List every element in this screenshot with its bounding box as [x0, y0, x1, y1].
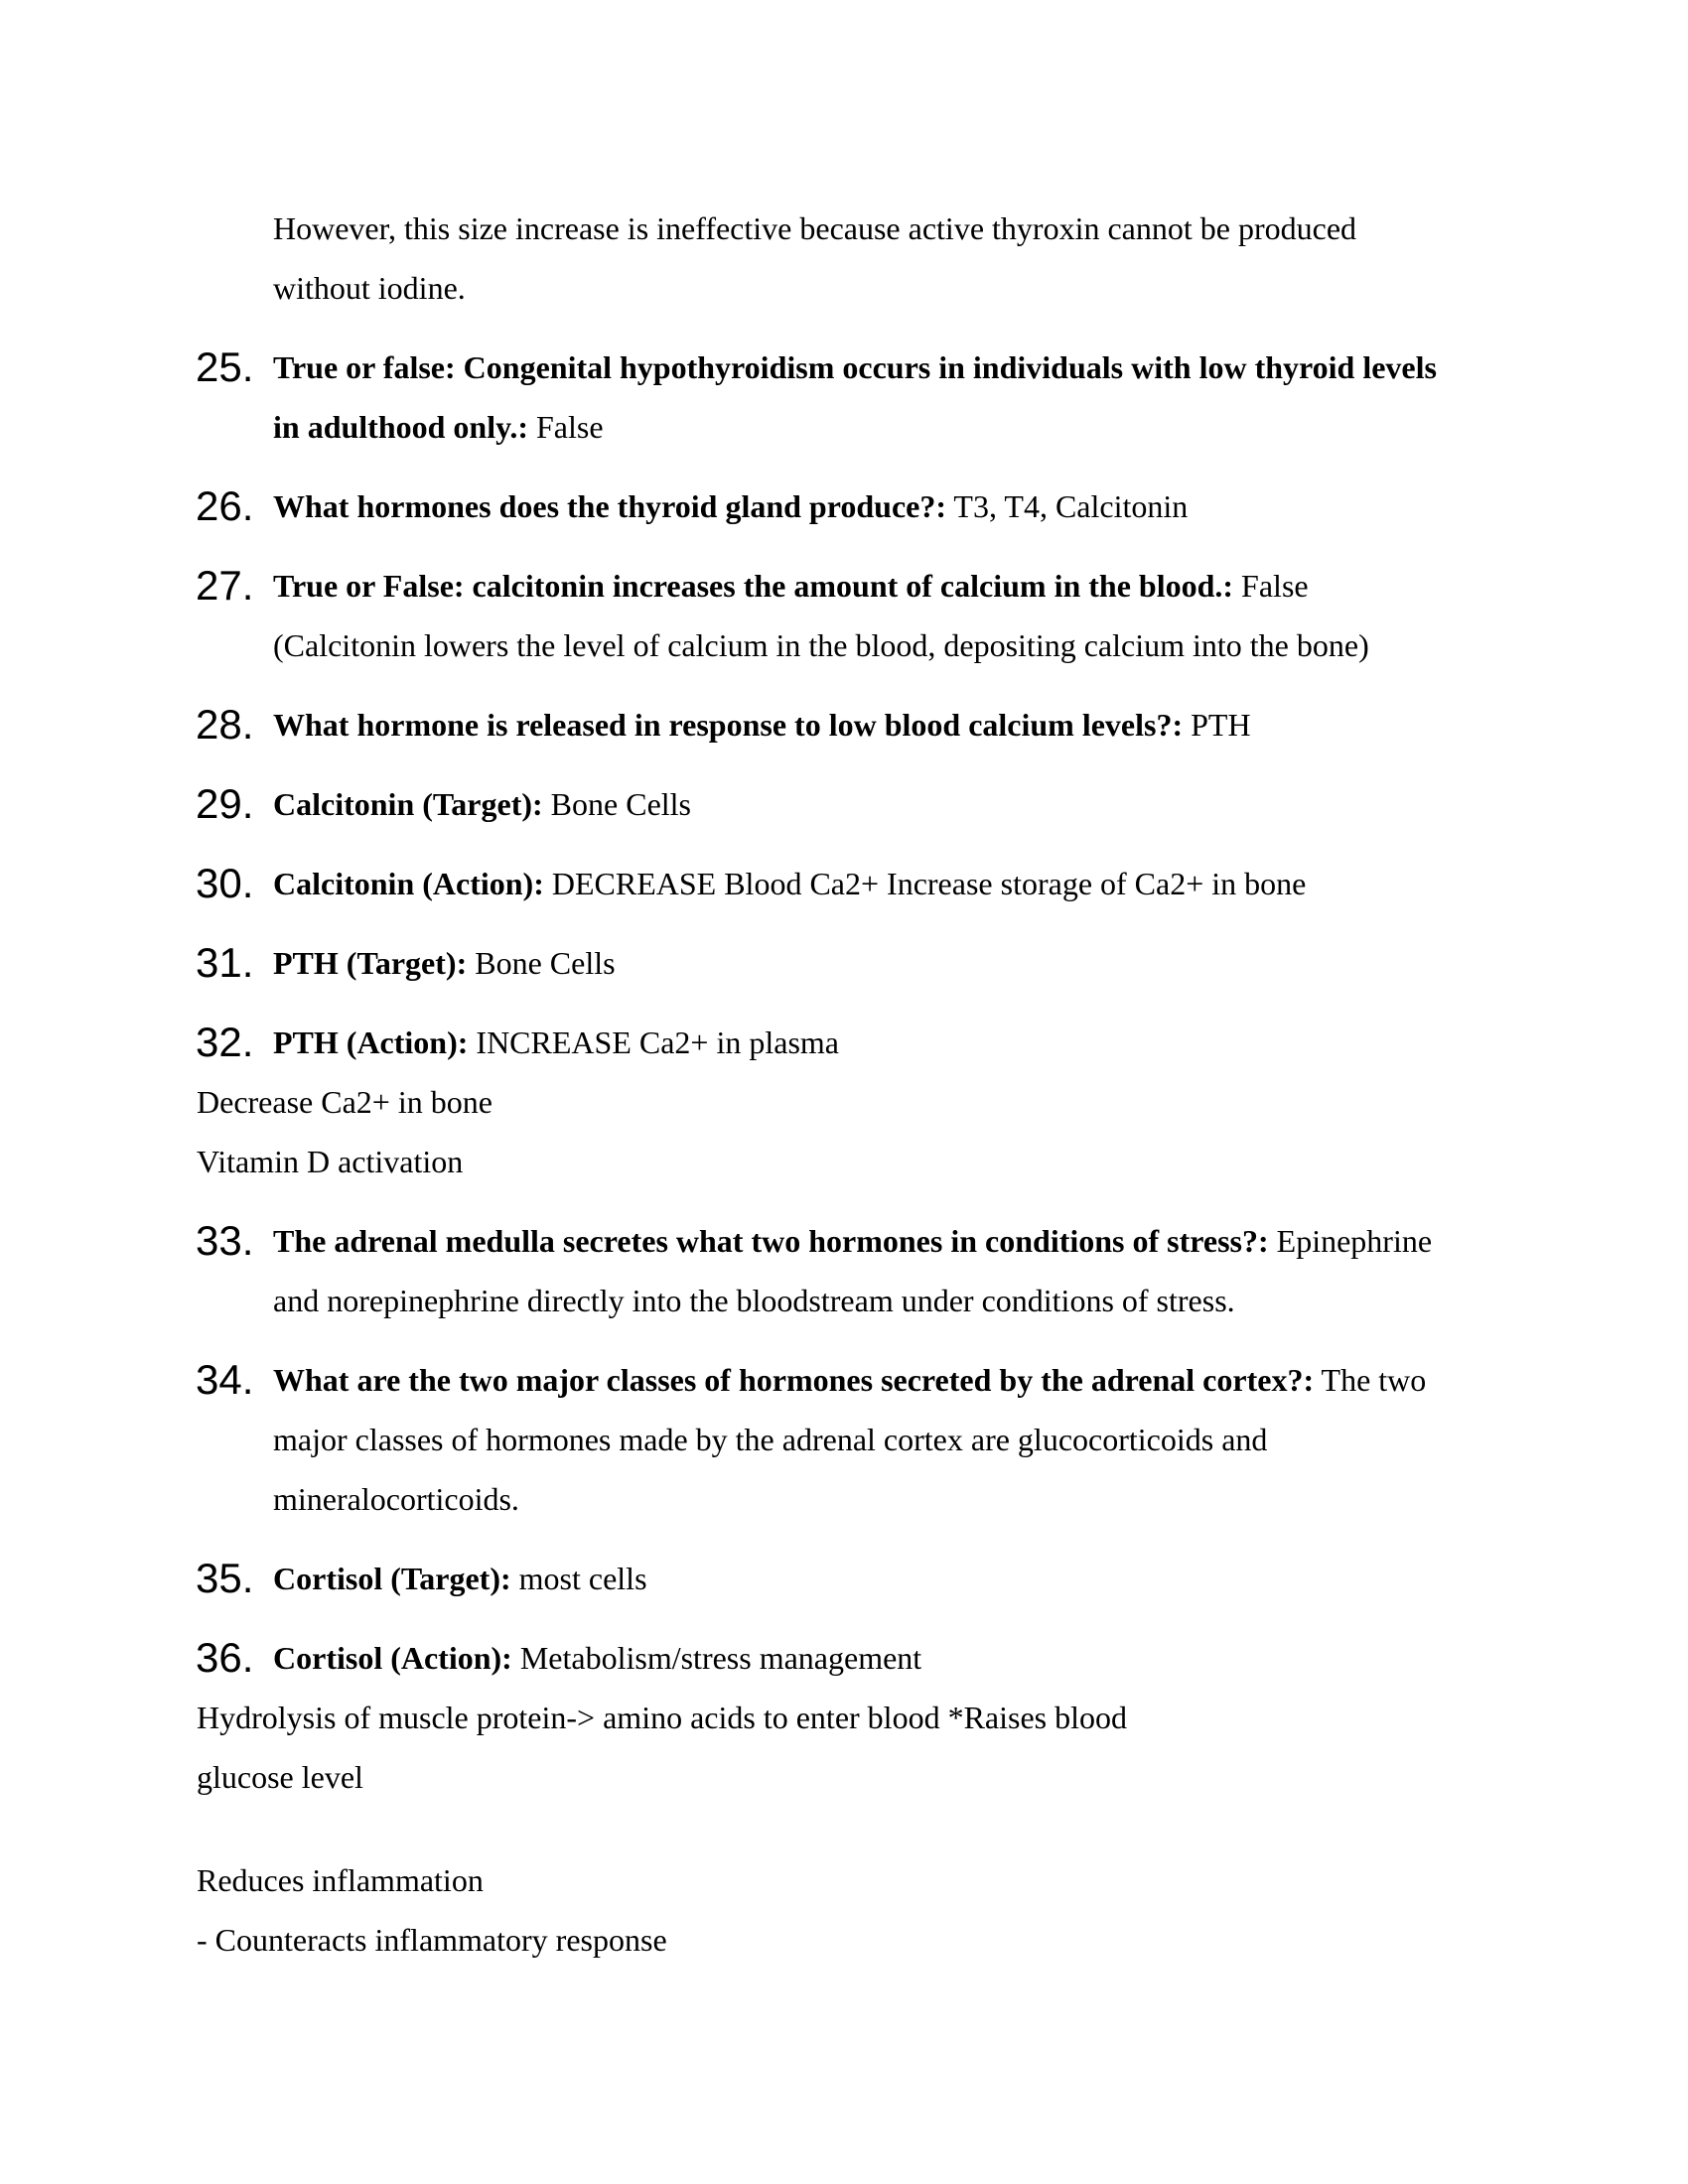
question-text: What are the two major classes of hormones secreted by the adrenal cortex?: — [273, 1362, 1315, 1398]
text-line — [273, 774, 1688, 834]
item-text — [273, 854, 1688, 913]
text-line — [273, 1410, 1688, 1469]
item-text — [273, 774, 1688, 834]
item-number: 28. — [196, 701, 254, 748]
item-number: 33. — [196, 1217, 254, 1264]
paragraph-text: Vitamin D activation — [197, 1144, 464, 1179]
paragraph-text: However, this size increase is ineffective because active thyroxin cannot be produced — [273, 210, 1357, 246]
text-line — [273, 397, 1688, 457]
item-text — [273, 556, 1688, 675]
paragraph-text: - Counteracts inflammatory response — [197, 1922, 667, 1958]
paragraph-text: glucose level — [197, 1759, 363, 1795]
question-text: Calcitonin (Target): — [273, 786, 543, 822]
list-item-36 — [0, 1628, 1688, 1688]
answer-text: The two — [1314, 1362, 1427, 1398]
question-text: PTH (Target): — [273, 945, 468, 981]
item-number: 35. — [196, 1555, 254, 1601]
text-line — [273, 338, 1688, 397]
list-item-35 — [0, 1549, 1688, 1608]
list-item-29 — [0, 774, 1688, 834]
answer-text: and norepinephrine directly into the bloodstream under conditions of stress. — [273, 1283, 1235, 1318]
answer-text: (Calcitonin lowers the level of calcium in the blood, depositing calcium into the bone) — [273, 627, 1369, 663]
item-text — [273, 695, 1688, 754]
item-text — [273, 1013, 1688, 1072]
item-number: 27. — [196, 562, 254, 609]
paragraph — [197, 1688, 1688, 1747]
answer-text: INCREASE Ca2+ in plasma — [468, 1024, 839, 1060]
item-number: 29. — [196, 780, 254, 827]
text-line — [197, 1747, 1688, 1807]
text-line — [273, 1549, 1688, 1608]
question-text: True or false: Congenital hypothyroidism occurs in individuals with low thyroid levels — [273, 349, 1437, 385]
paragraph-text: without iodine. — [273, 270, 466, 306]
text-line — [273, 199, 1688, 258]
question-text: True or False: calcitonin increases the amount of calcium in the blood.: — [273, 568, 1234, 604]
list-item-32 — [0, 1013, 1688, 1072]
text-line — [197, 1688, 1688, 1747]
paragraph — [197, 1747, 1688, 1807]
text-line — [273, 695, 1688, 754]
paragraph-text: Hydrolysis of muscle protein-> amino acids to enter blood *Raises blood — [197, 1700, 1127, 1735]
answer-text: DECREASE Blood Ca2+ Increase storage of Ca2+ in bone — [543, 866, 1307, 901]
text-line — [273, 258, 1688, 318]
paragraph — [197, 1132, 1688, 1191]
text-line — [197, 1072, 1688, 1132]
list-item-30 — [0, 854, 1688, 913]
answer-text: major classes of hormones made by the adrenal cortex are glucocorticoids and — [273, 1422, 1268, 1457]
answer-text: Bone Cells — [467, 945, 616, 981]
list-item-31 — [0, 933, 1688, 993]
text-line — [273, 1469, 1688, 1529]
list-item-28 — [0, 695, 1688, 754]
answer-text: Bone Cells — [542, 786, 691, 822]
question-text: PTH (Action): — [273, 1024, 469, 1060]
answer-text: False — [1233, 568, 1309, 604]
item-number: 34. — [196, 1356, 254, 1403]
item-text — [273, 933, 1688, 993]
question-text: The adrenal medulla secretes what two hormones in conditions of stress?: — [273, 1223, 1269, 1259]
paragraph — [273, 199, 1688, 318]
text-line — [273, 615, 1688, 675]
item-text — [273, 1628, 1688, 1688]
item-text — [273, 338, 1688, 457]
text-line — [273, 1350, 1688, 1410]
answer-text: T3, T4, Calcitonin — [946, 488, 1189, 524]
item-number: 26. — [196, 482, 254, 529]
paragraph — [197, 1910, 1688, 1970]
answer-text: most cells — [510, 1561, 647, 1596]
question-text: Calcitonin (Action): — [273, 866, 544, 901]
item-number: 25. — [196, 343, 254, 390]
text-line — [273, 933, 1688, 993]
text-line — [273, 477, 1688, 536]
answer-text: Epinephrine — [1268, 1223, 1433, 1259]
item-text — [273, 477, 1688, 536]
text-line — [197, 1910, 1688, 1970]
item-text — [273, 1350, 1688, 1529]
list-item-26 — [0, 477, 1688, 536]
answer-text: False — [528, 409, 604, 445]
answer-text: PTH — [1183, 707, 1251, 743]
answer-text: mineralocorticoids. — [273, 1481, 519, 1517]
text-line — [197, 1132, 1688, 1191]
item-number: 32. — [196, 1019, 254, 1065]
item-number: 31. — [196, 939, 254, 986]
list-item-33 — [0, 1211, 1688, 1330]
question-text: What hormones does the thyroid gland produce?: — [273, 488, 946, 524]
question-text: Cortisol (Target): — [273, 1561, 511, 1596]
answer-text: Metabolism/stress management — [511, 1640, 922, 1676]
question-text: in adulthood only.: — [273, 409, 528, 445]
question-text: What hormone is released in response to low blood calcium levels?: — [273, 707, 1184, 743]
paragraph-text: Decrease Ca2+ in bone — [197, 1084, 492, 1120]
text-line — [273, 1628, 1688, 1688]
item-number: 30. — [196, 860, 254, 906]
blank-line — [0, 1807, 1688, 1850]
item-text — [273, 1211, 1688, 1330]
list-item-25 — [0, 338, 1688, 457]
paragraph — [197, 1072, 1688, 1132]
text-line — [273, 556, 1688, 615]
text-line — [273, 1013, 1688, 1072]
text-line — [273, 1271, 1688, 1330]
text-line — [197, 1850, 1688, 1910]
text-line — [273, 854, 1688, 913]
paragraph — [197, 1850, 1688, 1910]
paragraph-text: Reduces inflammation — [197, 1862, 484, 1898]
text-line — [273, 1211, 1688, 1271]
item-number: 36. — [196, 1634, 254, 1681]
question-text: Cortisol (Action): — [273, 1640, 512, 1676]
list-item-27 — [0, 556, 1688, 675]
item-text — [273, 1549, 1688, 1608]
list-item-34 — [0, 1350, 1688, 1529]
